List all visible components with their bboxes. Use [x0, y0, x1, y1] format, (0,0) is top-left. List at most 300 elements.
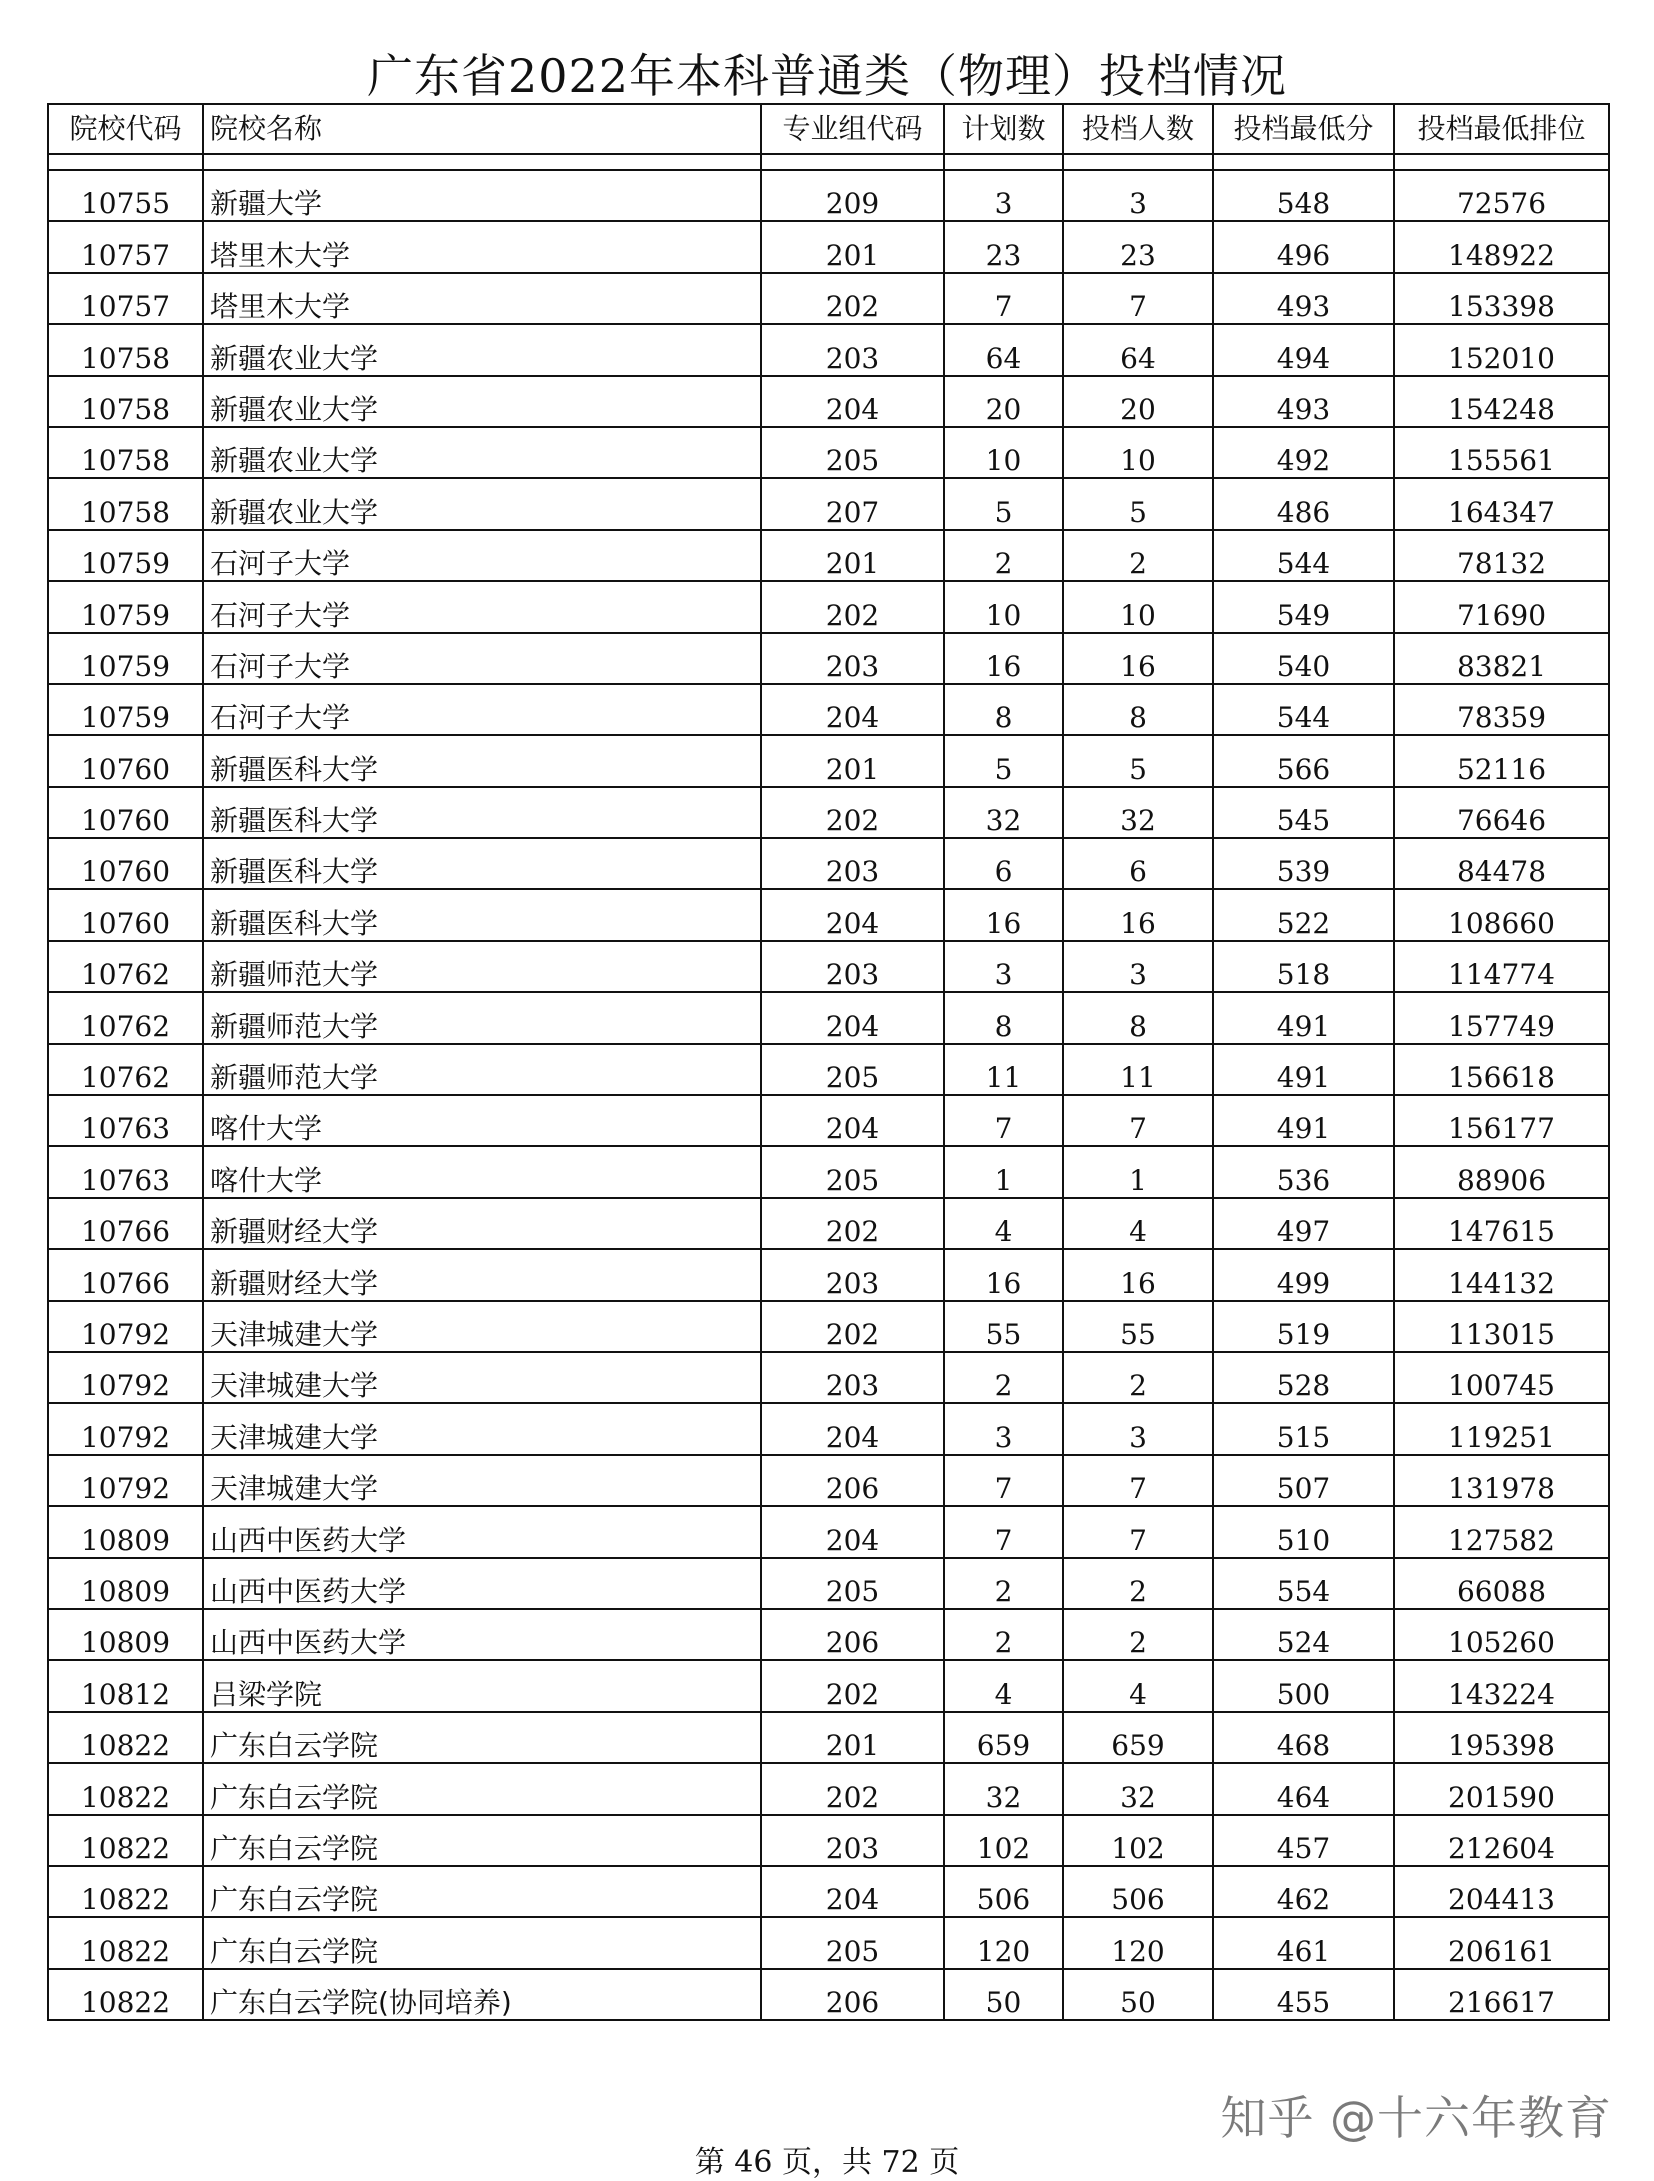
table-row: [48, 376, 1609, 427]
cell-min-rank: 216617: [1394, 1969, 1609, 2020]
table-row: [48, 1455, 1609, 1506]
cell-school-name: 喀什大学: [203, 1095, 761, 1146]
cell-group-code: 205: [761, 1558, 944, 1609]
cell-school-name: 喀什大学: [203, 1146, 761, 1197]
cell-admitted-count: 32: [1063, 1763, 1213, 1814]
cell-school-name: 天津城建大学: [203, 1455, 761, 1506]
cell-group-code: 204: [761, 376, 944, 427]
cell-school-name: 新疆师范大学: [203, 1044, 761, 1095]
cell-min-score: 510: [1213, 1506, 1394, 1557]
cell-plan-count: 506: [944, 1866, 1063, 1917]
cell-group-code: 206: [761, 1609, 944, 1660]
cell-school-name: 广东白云学院: [203, 1866, 761, 1917]
cell-school-code: 10758: [48, 376, 203, 427]
cell-school-name: 塔里木大学: [203, 273, 761, 324]
cell-school-name: 新疆财经大学: [203, 1198, 761, 1249]
cell-group-code: 202: [761, 1660, 944, 1711]
cell-plan-count: 50: [944, 1969, 1063, 2020]
cell-plan-count: 7: [944, 1455, 1063, 1506]
cell-school-code: 10822: [48, 1815, 203, 1866]
cell-min-score: 528: [1213, 1352, 1394, 1403]
cell-plan-count: 5: [944, 735, 1063, 786]
cell-group-code: 205: [761, 1917, 944, 1968]
table-row: [48, 1660, 1609, 1711]
cell-admitted-count: 2: [1063, 1609, 1213, 1660]
table-row: [48, 273, 1609, 324]
cell-plan-count: 2: [944, 530, 1063, 581]
cell-admitted-count: 120: [1063, 1917, 1213, 1968]
cell-min-score: 544: [1213, 530, 1394, 581]
cell-min-score: 548: [1213, 170, 1394, 221]
cell-min-score: 468: [1213, 1712, 1394, 1763]
cell-min-rank: 84478: [1394, 838, 1609, 889]
spacer-cell: [48, 154, 203, 170]
cell-school-code: 10809: [48, 1558, 203, 1609]
cell-min-rank: 66088: [1394, 1558, 1609, 1609]
cell-group-code: 202: [761, 273, 944, 324]
cell-school-code: 10760: [48, 838, 203, 889]
header-spacer-row: [48, 154, 1609, 170]
cell-group-code: 201: [761, 221, 944, 272]
cell-plan-count: 10: [944, 581, 1063, 632]
cell-plan-count: 16: [944, 633, 1063, 684]
table-row: [48, 735, 1609, 786]
cell-min-rank: 195398: [1394, 1712, 1609, 1763]
spacer-cell: [1213, 154, 1394, 170]
table-body: [48, 154, 1609, 2020]
cell-min-score: 554: [1213, 1558, 1394, 1609]
cell-admitted-count: 3: [1063, 1403, 1213, 1454]
table-row: [48, 1095, 1609, 1146]
cell-min-rank: 148922: [1394, 221, 1609, 272]
cell-min-rank: 153398: [1394, 273, 1609, 324]
cell-school-code: 10760: [48, 889, 203, 940]
cell-plan-count: 659: [944, 1712, 1063, 1763]
cell-min-score: 539: [1213, 838, 1394, 889]
cell-school-code: 10759: [48, 530, 203, 581]
cell-min-rank: 143224: [1394, 1660, 1609, 1711]
header-min-score: 投档最低分: [1213, 104, 1394, 154]
cell-school-code: 10755: [48, 170, 203, 221]
cell-group-code: 201: [761, 530, 944, 581]
cell-min-score: 486: [1213, 478, 1394, 529]
cell-min-score: 549: [1213, 581, 1394, 632]
table-row: [48, 992, 1609, 1043]
cell-min-rank: 119251: [1394, 1403, 1609, 1454]
cell-admitted-count: 11: [1063, 1044, 1213, 1095]
cell-school-code: 10759: [48, 633, 203, 684]
table-row: [48, 889, 1609, 940]
cell-admitted-count: 20: [1063, 376, 1213, 427]
cell-admitted-count: 2: [1063, 1352, 1213, 1403]
cell-plan-count: 55: [944, 1301, 1063, 1352]
cell-min-rank: 78359: [1394, 684, 1609, 735]
table-row: [48, 1763, 1609, 1814]
cell-group-code: 203: [761, 1352, 944, 1403]
header-min-rank: 投档最低排位: [1394, 104, 1609, 154]
cell-admitted-count: 3: [1063, 941, 1213, 992]
table-row: [48, 1352, 1609, 1403]
cell-min-rank: 156177: [1394, 1095, 1609, 1146]
cell-min-score: 524: [1213, 1609, 1394, 1660]
header-group-code: 专业组代码: [761, 104, 944, 154]
cell-plan-count: 3: [944, 170, 1063, 221]
cell-school-code: 10762: [48, 1044, 203, 1095]
cell-admitted-count: 50: [1063, 1969, 1213, 2020]
table-row: [48, 1506, 1609, 1557]
table-row: [48, 1044, 1609, 1095]
table-row: [48, 1198, 1609, 1249]
cell-min-score: 491: [1213, 1095, 1394, 1146]
cell-school-code: 10760: [48, 787, 203, 838]
page-title: 广东省2022年本科普通类（物理）投档情况: [366, 49, 1288, 103]
cell-school-name: 塔里木大学: [203, 221, 761, 272]
cell-plan-count: 102: [944, 1815, 1063, 1866]
cell-admitted-count: 7: [1063, 1455, 1213, 1506]
cell-school-name: 新疆农业大学: [203, 427, 761, 478]
cell-min-rank: 88906: [1394, 1146, 1609, 1197]
cell-group-code: 206: [761, 1455, 944, 1506]
cell-school-code: 10822: [48, 1969, 203, 2020]
cell-min-rank: 105260: [1394, 1609, 1609, 1660]
cell-plan-count: 16: [944, 889, 1063, 940]
cell-school-name: 天津城建大学: [203, 1352, 761, 1403]
cell-admitted-count: 23: [1063, 221, 1213, 272]
cell-plan-count: 120: [944, 1917, 1063, 1968]
cell-admitted-count: 1: [1063, 1146, 1213, 1197]
cell-school-name: 新疆医科大学: [203, 889, 761, 940]
cell-group-code: 203: [761, 838, 944, 889]
cell-admitted-count: 102: [1063, 1815, 1213, 1866]
cell-group-code: 204: [761, 1095, 944, 1146]
spacer-cell: [944, 154, 1063, 170]
cell-school-name: 吕梁学院: [203, 1660, 761, 1711]
cell-school-code: 10792: [48, 1301, 203, 1352]
cell-plan-count: 1: [944, 1146, 1063, 1197]
cell-min-score: 545: [1213, 787, 1394, 838]
cell-school-name: 新疆农业大学: [203, 324, 761, 375]
cell-admitted-count: 3: [1063, 170, 1213, 221]
cell-plan-count: 4: [944, 1198, 1063, 1249]
cell-plan-count: 6: [944, 838, 1063, 889]
cell-min-rank: 164347: [1394, 478, 1609, 529]
cell-group-code: 205: [761, 427, 944, 478]
cell-school-name: 广东白云学院: [203, 1763, 761, 1814]
cell-admitted-count: 7: [1063, 1095, 1213, 1146]
cell-group-code: 203: [761, 1249, 944, 1300]
cell-admitted-count: 7: [1063, 1506, 1213, 1557]
table-row: [48, 324, 1609, 375]
cell-school-code: 10757: [48, 221, 203, 272]
cell-group-code: 204: [761, 1866, 944, 1917]
cell-admitted-count: 4: [1063, 1198, 1213, 1249]
cell-min-score: 493: [1213, 376, 1394, 427]
cell-min-score: 518: [1213, 941, 1394, 992]
cell-min-rank: 156618: [1394, 1044, 1609, 1095]
cell-admitted-count: 5: [1063, 478, 1213, 529]
cell-group-code: 204: [761, 1403, 944, 1454]
table-row: [48, 1917, 1609, 1968]
watermark: 知乎 @十六年教育: [1220, 2091, 1612, 2145]
cell-plan-count: 3: [944, 941, 1063, 992]
cell-school-code: 10812: [48, 1660, 203, 1711]
table-row: [48, 1558, 1609, 1609]
cell-min-score: 544: [1213, 684, 1394, 735]
cell-plan-count: 20: [944, 376, 1063, 427]
cell-admitted-count: 10: [1063, 427, 1213, 478]
table-row: [48, 1403, 1609, 1454]
cell-school-code: 10760: [48, 735, 203, 786]
cell-school-name: 山西中医药大学: [203, 1609, 761, 1660]
cell-admitted-count: 32: [1063, 787, 1213, 838]
table-header: [48, 104, 1609, 154]
cell-school-code: 10759: [48, 684, 203, 735]
cell-school-name: 新疆医科大学: [203, 787, 761, 838]
cell-school-name: 新疆师范大学: [203, 992, 761, 1043]
cell-plan-count: 7: [944, 1506, 1063, 1557]
table-row: [48, 787, 1609, 838]
cell-admitted-count: 8: [1063, 992, 1213, 1043]
cell-plan-count: 8: [944, 684, 1063, 735]
admission-table: [47, 103, 1610, 2021]
table-row: [48, 1712, 1609, 1763]
cell-school-code: 10763: [48, 1095, 203, 1146]
cell-school-name: 新疆财经大学: [203, 1249, 761, 1300]
cell-min-score: 464: [1213, 1763, 1394, 1814]
cell-min-score: 494: [1213, 324, 1394, 375]
cell-school-code: 10758: [48, 324, 203, 375]
cell-group-code: 207: [761, 478, 944, 529]
cell-min-rank: 157749: [1394, 992, 1609, 1043]
cell-min-rank: 212604: [1394, 1815, 1609, 1866]
table-row: [48, 1815, 1609, 1866]
cell-min-rank: 52116: [1394, 735, 1609, 786]
cell-group-code: 202: [761, 1198, 944, 1249]
cell-min-score: 491: [1213, 1044, 1394, 1095]
cell-min-score: 515: [1213, 1403, 1394, 1454]
header-row: [48, 104, 1609, 154]
cell-plan-count: 7: [944, 273, 1063, 324]
cell-plan-count: 7: [944, 1095, 1063, 1146]
cell-school-code: 10809: [48, 1506, 203, 1557]
cell-school-name: 山西中医药大学: [203, 1506, 761, 1557]
table-row: [48, 478, 1609, 529]
cell-admitted-count: 16: [1063, 633, 1213, 684]
cell-min-score: 500: [1213, 1660, 1394, 1711]
cell-min-rank: 201590: [1394, 1763, 1609, 1814]
table-row: [48, 633, 1609, 684]
cell-min-score: 499: [1213, 1249, 1394, 1300]
cell-min-rank: 114774: [1394, 941, 1609, 992]
cell-plan-count: 8: [944, 992, 1063, 1043]
cell-group-code: 201: [761, 735, 944, 786]
table-row: [48, 1609, 1609, 1660]
cell-school-code: 10762: [48, 941, 203, 992]
cell-school-code: 10758: [48, 427, 203, 478]
cell-min-score: 536: [1213, 1146, 1394, 1197]
cell-min-score: 492: [1213, 427, 1394, 478]
cell-school-code: 10766: [48, 1249, 203, 1300]
cell-admitted-count: 659: [1063, 1712, 1213, 1763]
header-plan-count: 计划数: [944, 104, 1063, 154]
cell-admitted-count: 7: [1063, 273, 1213, 324]
cell-min-rank: 108660: [1394, 889, 1609, 940]
cell-school-code: 10758: [48, 478, 203, 529]
cell-min-rank: 206161: [1394, 1917, 1609, 1968]
cell-school-name: 新疆师范大学: [203, 941, 761, 992]
cell-min-score: 493: [1213, 273, 1394, 324]
table-row: [48, 1249, 1609, 1300]
cell-plan-count: 64: [944, 324, 1063, 375]
cell-group-code: 205: [761, 1044, 944, 1095]
cell-school-code: 10822: [48, 1763, 203, 1814]
cell-admitted-count: 8: [1063, 684, 1213, 735]
cell-min-score: 540: [1213, 633, 1394, 684]
cell-school-code: 10822: [48, 1712, 203, 1763]
cell-min-rank: 152010: [1394, 324, 1609, 375]
cell-min-rank: 72576: [1394, 170, 1609, 221]
cell-school-code: 10763: [48, 1146, 203, 1197]
cell-group-code: 209: [761, 170, 944, 221]
cell-school-name: 山西中医药大学: [203, 1558, 761, 1609]
cell-admitted-count: 2: [1063, 1558, 1213, 1609]
table-row: [48, 221, 1609, 272]
cell-min-score: 461: [1213, 1917, 1394, 1968]
cell-school-name: 广东白云学院: [203, 1815, 761, 1866]
cell-min-rank: 100745: [1394, 1352, 1609, 1403]
table-row: [48, 1866, 1609, 1917]
cell-group-code: 204: [761, 889, 944, 940]
table-row: [48, 1969, 1609, 2020]
cell-school-code: 10766: [48, 1198, 203, 1249]
cell-plan-count: 2: [944, 1352, 1063, 1403]
cell-admitted-count: 5: [1063, 735, 1213, 786]
cell-school-code: 10759: [48, 581, 203, 632]
cell-group-code: 202: [761, 581, 944, 632]
cell-min-score: 519: [1213, 1301, 1394, 1352]
cell-admitted-count: 64: [1063, 324, 1213, 375]
header-school-code: 院校代码: [48, 104, 203, 154]
cell-school-code: 10792: [48, 1403, 203, 1454]
cell-plan-count: 16: [944, 1249, 1063, 1300]
cell-group-code: 205: [761, 1146, 944, 1197]
cell-school-name: 广东白云学院(协同培养): [203, 1969, 761, 2020]
cell-min-rank: 127582: [1394, 1506, 1609, 1557]
cell-plan-count: 23: [944, 221, 1063, 272]
cell-group-code: 206: [761, 1969, 944, 2020]
cell-admitted-count: 6: [1063, 838, 1213, 889]
cell-school-name: 新疆大学: [203, 170, 761, 221]
cell-min-rank: 113015: [1394, 1301, 1609, 1352]
cell-group-code: 203: [761, 324, 944, 375]
cell-plan-count: 5: [944, 478, 1063, 529]
table-row: [48, 1301, 1609, 1352]
cell-admitted-count: 55: [1063, 1301, 1213, 1352]
cell-plan-count: 11: [944, 1044, 1063, 1095]
cell-school-code: 10757: [48, 273, 203, 324]
cell-group-code: 204: [761, 992, 944, 1043]
spacer-cell: [1063, 154, 1213, 170]
cell-group-code: 203: [761, 941, 944, 992]
cell-school-code: 10792: [48, 1455, 203, 1506]
cell-school-code: 10792: [48, 1352, 203, 1403]
table-row: [48, 581, 1609, 632]
cell-school-name: 石河子大学: [203, 684, 761, 735]
cell-min-rank: 76646: [1394, 787, 1609, 838]
page-footer: 第 46 页，共 72 页: [694, 2145, 960, 2180]
table-row: [48, 1146, 1609, 1197]
cell-group-code: 203: [761, 1815, 944, 1866]
table-row: [48, 170, 1609, 221]
cell-min-rank: 71690: [1394, 581, 1609, 632]
cell-school-code: 10809: [48, 1609, 203, 1660]
cell-school-name: 新疆医科大学: [203, 838, 761, 889]
cell-admitted-count: 10: [1063, 581, 1213, 632]
spacer-cell: [1394, 154, 1609, 170]
header-admitted-count: 投档人数: [1063, 104, 1213, 154]
cell-school-name: 广东白云学院: [203, 1917, 761, 1968]
cell-min-score: 491: [1213, 992, 1394, 1043]
cell-min-rank: 154248: [1394, 376, 1609, 427]
cell-group-code: 201: [761, 1712, 944, 1763]
table-row: [48, 838, 1609, 889]
cell-min-rank: 83821: [1394, 633, 1609, 684]
cell-school-name: 天津城建大学: [203, 1301, 761, 1352]
cell-min-rank: 155561: [1394, 427, 1609, 478]
cell-plan-count: 2: [944, 1609, 1063, 1660]
cell-min-rank: 131978: [1394, 1455, 1609, 1506]
cell-school-name: 广东白云学院: [203, 1712, 761, 1763]
cell-school-name: 新疆医科大学: [203, 735, 761, 786]
cell-group-code: 202: [761, 1763, 944, 1814]
cell-admitted-count: 16: [1063, 1249, 1213, 1300]
cell-group-code: 204: [761, 684, 944, 735]
cell-min-rank: 144132: [1394, 1249, 1609, 1300]
cell-school-name: 石河子大学: [203, 581, 761, 632]
cell-group-code: 203: [761, 633, 944, 684]
cell-min-score: 522: [1213, 889, 1394, 940]
header-school-name: 院校名称: [203, 104, 761, 154]
cell-min-score: 497: [1213, 1198, 1394, 1249]
spacer-cell: [203, 154, 761, 170]
cell-school-name: 新疆农业大学: [203, 376, 761, 427]
cell-school-name: 石河子大学: [203, 633, 761, 684]
cell-plan-count: 4: [944, 1660, 1063, 1711]
cell-min-rank: 204413: [1394, 1866, 1609, 1917]
cell-group-code: 204: [761, 1506, 944, 1557]
cell-group-code: 202: [761, 1301, 944, 1352]
table-row: [48, 941, 1609, 992]
cell-min-score: 566: [1213, 735, 1394, 786]
cell-admitted-count: 4: [1063, 1660, 1213, 1711]
cell-admitted-count: 16: [1063, 889, 1213, 940]
cell-min-score: 462: [1213, 1866, 1394, 1917]
cell-min-score: 455: [1213, 1969, 1394, 2020]
cell-school-name: 石河子大学: [203, 530, 761, 581]
cell-min-rank: 147615: [1394, 1198, 1609, 1249]
cell-plan-count: 32: [944, 1763, 1063, 1814]
spacer-cell: [761, 154, 944, 170]
cell-school-code: 10762: [48, 992, 203, 1043]
table-row: [48, 684, 1609, 735]
cell-min-rank: 78132: [1394, 530, 1609, 581]
cell-plan-count: 10: [944, 427, 1063, 478]
cell-min-score: 457: [1213, 1815, 1394, 1866]
cell-school-name: 新疆农业大学: [203, 478, 761, 529]
cell-school-name: 天津城建大学: [203, 1403, 761, 1454]
table-row: [48, 427, 1609, 478]
cell-min-score: 496: [1213, 221, 1394, 272]
